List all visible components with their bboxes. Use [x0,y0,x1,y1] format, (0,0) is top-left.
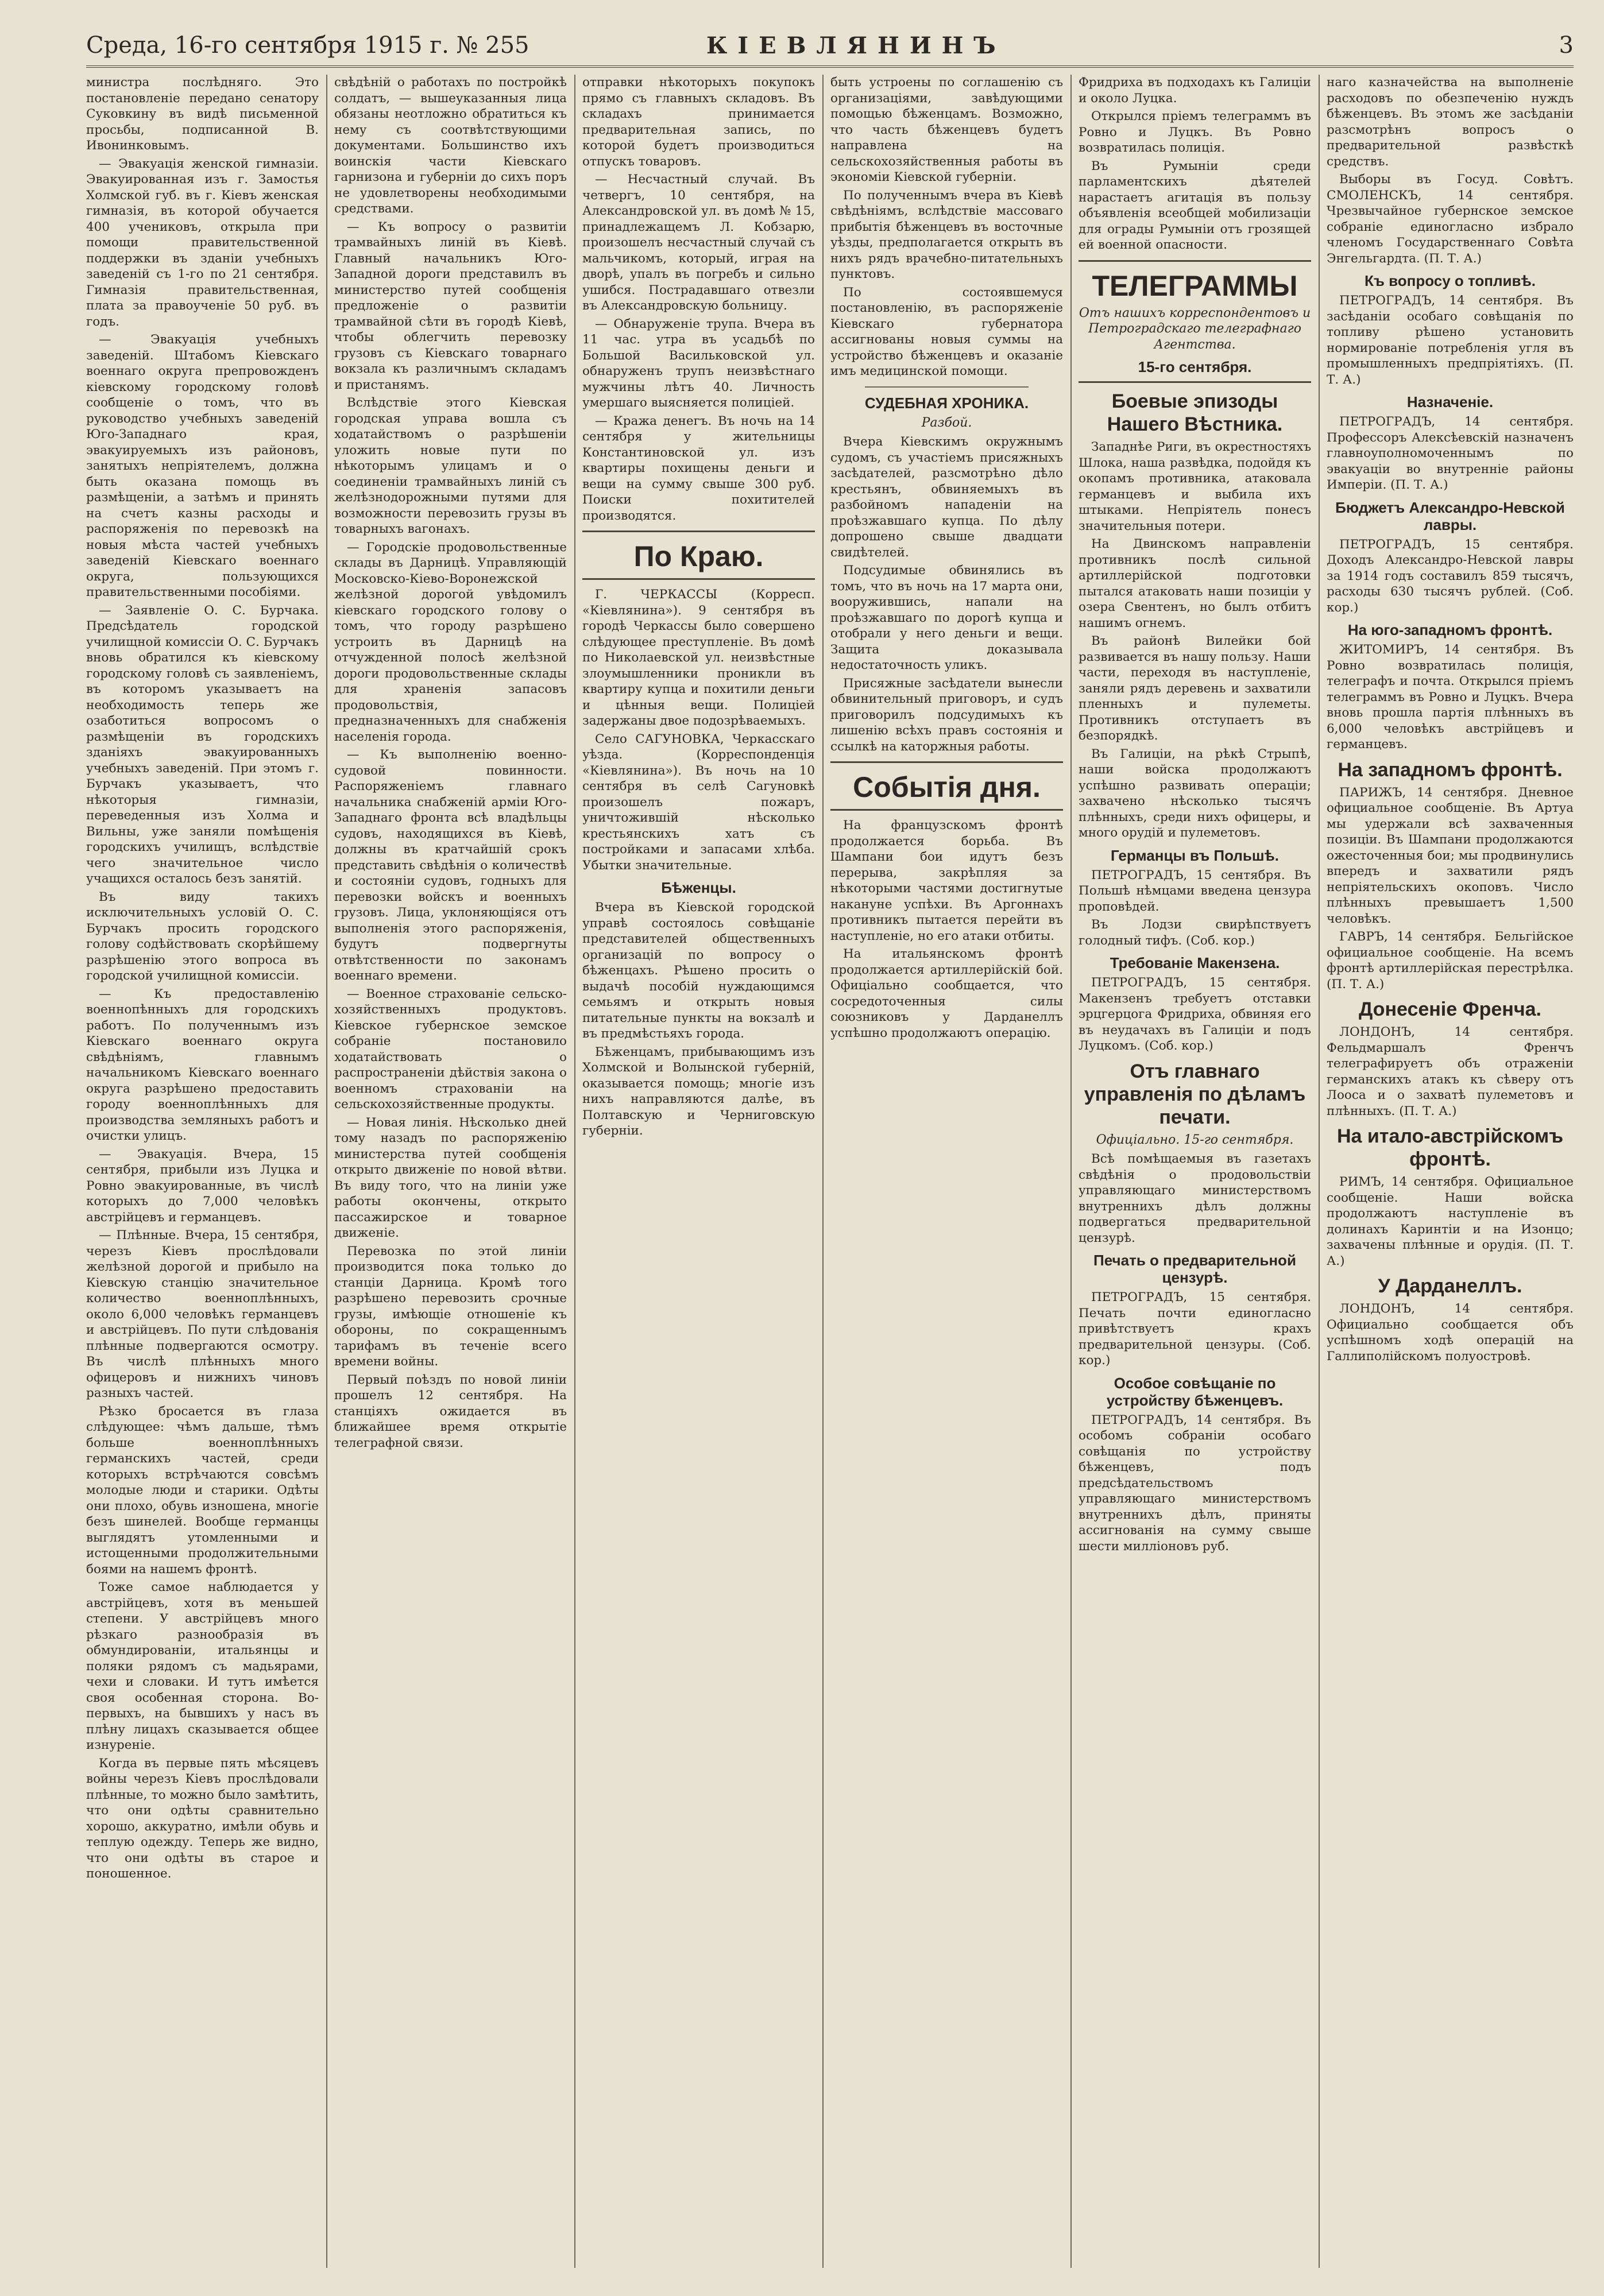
article-text: Выборы въ Госуд. Совѣтъ. СМОЛЕНСКЪ, 14 сентября. Чрезвычайное губернское земское собраніе единогласно избрало членомъ Государственнаго Совѣта Энгельгардта. (П. Т. А.) [1327,172,1574,266]
article-text: Бѣженцамъ, прибывающимъ изъ Холмской и Волынской губерній, оказывается помощь; многіе изъ нихъ направляются далѣе, въ Полтавскую и Черниговскую губерніи. [582,1044,815,1138]
article-text: Вслѣдствіе этого Кіевская городская управа вошла съ ходатайствомъ о разрѣшеніи уложить новые пути по нѣкоторымъ улицамъ и о соединеніи трамвайныхъ линій съ желѣзнодорожными путями для возможности перевозить грузы въ товарныхъ вагонахъ. [334,396,567,536]
section-title: На итало-австрійскомъ фронтѣ. [1337,1125,1563,1170]
column-4 [830,75,1063,2268]
article-text: — Къ вопросу о развитіи трамвайныхъ линій въ Кіевѣ. Главный начальникъ Юго-Западной дороги представилъ въ министерство путей сообщенія предложеніе о развитіи трамвайной сѣти въ городѣ Кіевѣ, чтобы облегчить перевозку грузовъ съ Кіевскаго товарнаго вокзала къ различнымъ складамъ и пристанямъ. [334,219,567,392]
article-text: — Новая линія. Нѣсколько дней тому назадъ по распоряженію министерства путей сообщенія открыто движеніе по новой вѣтви. Въ виду того, что на линіи уже работы окончены, открыто пассажирское и товарное движеніе. [334,1115,567,1240]
article-text: — Обнаруженіе трупа. Вчера въ 11 час. утра въ усадьбѣ по Большой Васильковской ул. обнаруженъ трупъ неизвѣстнаго мужчины лѣтъ 40. Личность умершаго выясняется полиціей. [582,316,815,410]
article-text: Въ виду такихъ исключительныхъ условій О. С. Бурчакъ просить городского голову содѣйствовать скорѣйшему разрѣшенію этого вопроса въ городской училищной комиссіи. [86,889,319,983]
article-text: ПЕТРОГРАДЪ, 14 сентября. Профессоръ Алексѣевскій назначенъ главноуполномоченнымъ по эвакуаціи во внутренніе районы Имперіи. (П. Т. А.) [1327,415,1574,492]
article-text: ПЕТРОГРАДЪ, 15 сентября. Макензенъ требуетъ отставки эрцгерцога Фридриха, обвиняя его въ неудачахъ въ Галиціи и подъ Луцкомъ. (Соб. кор.) [1079,975,1311,1053]
column-5 [1079,75,1311,2268]
masthead [86,30,1574,68]
section-subtitle: Отъ нашихъ корреспондентовъ и Петроградскаго телеграфнаго Агентства. [1079,305,1311,352]
article-text: отправки нѣкоторыхъ покупокъ прямо съ главныхъ складовъ. Въ складахъ принимается предварительная запись, по которой будетъ производиться отпускъ товаровъ. [582,75,815,169]
article-text: свѣдѣній о работахъ по постройкѣ солдатъ, — вышеуказанныя лица обязаны неотложно обратиться къ нему съ соотвѣтствующими документами. Большинство ихъ воинскія части Кіевскаго гарнизона и губерніи до сихъ поръ не удовлетворены необходимыми средствами. [334,75,567,216]
article-text: — Военное страхованіе сельско-хозяйственныхъ продуктовъ. Кіевское губернское земское собраніе постановило ходатайствовать о распространеніи дѣйствія закона о военномъ страхованіи на сельскохозяйственные продукты. [334,986,567,1112]
column-divider [1070,75,1072,2268]
article-text: ПЕТРОГРАДЪ, 15 сентября. Печать почти единогласно привѣтствуетъ крахъ предварительной цензуры. (Соб. кор.) [1079,1290,1311,1368]
section-title: Требованіе Макензена. [1110,954,1280,971]
article-text: ПЕТРОГРАДЪ, 14 сентября. Въ засѣданіи особаго совѣщанія по топливу рѣшено установить нормированіе потребленія угля въ промышленныхъ предпріятіяхъ. (П. Т. А.) [1327,293,1574,387]
section-date: 15-го сентября. [1138,358,1252,375]
issue-date: Среда, 16-го сентября 1915 г. № 255 [86,32,529,59]
section-title: Къ вопросу о топливѣ. [1365,272,1536,289]
article-text: На итальянскомъ фронтѣ продолжается артиллерійскій бой. Офиціально сообщается, что сосредоточенныя силы союзниковъ у Дарданеллъ успѣшно продолжаютъ операцію. [830,947,1063,1040]
article-text: Вчера въ Кіевской городской управѣ состоялось совѣщаніе представителей общественныхъ организацій по вопросу о бѣженцахъ. Рѣшено просить о выдачѣ пособій нуждающимся семьямъ и открыть новыя питательные пункты на вокзалѣ и въ предмѣстьяхъ города. [582,900,815,1041]
article-text: Тоже самое наблюдается у австрійцевъ, хотя въ меньшей степени. У австрійцевъ много рѣзкаго разнообразія въ обмундированіи, итальянцы и поляки рядомъ съ мадьярами, чехи и словаки. И тутъ имѣется своя особенная сторона. Во-первыхъ, на бывшихъ у насъ въ плѣну лицахъ сказывается общее изнуреніе. [86,1580,319,1752]
article-text: ГАВРЪ, 14 сентября. Бельгійское официальное сообщеніе. На всемъ фронтѣ артиллерійская перестрѣлка. (П. Т. А.) [1327,930,1574,992]
columns [86,75,1574,2268]
article-text: — Эвакуація. Вчера, 15 сентября, прибыли изъ Луцка и Ровно эвакуированные, въ числѣ которыхъ до 7,000 человѣкъ австрійцевъ и германцевъ. [86,1147,319,1225]
article-text: — Къ предоставленію военнопѣнныхъ для городскихъ работъ. По полученнымъ изъ Кіевскаго военнаго округа свѣдѣніямъ, главнымъ начальникомъ Кіевскаго военнаго округа разрѣшено предоставить городу военноплѣнныхъ для производства земляныхъ работъ и очистки улицъ. [86,986,319,1143]
section-title: Бюджетъ Александро-Невской лавры. [1335,498,1565,533]
section-subtitle: Офиціально. 15-го сентября. [1096,1132,1294,1147]
column-3 [582,75,815,2268]
column-divider [326,75,327,2268]
article-text: ПАРИЖЪ, 14 сентября. Дневное официальное сообщеніе. Въ Артуа мы удержали всѣ захваченныя позиціи. Въ Шампани продолжаются ожесточенныя бои; мы продвинулись впередъ и захватили рядъ непріятельскихъ окоповъ. Число плѣнныхъ превышаетъ 1,500 человѣкъ. [1327,785,1574,926]
article-text: — Плѣнные. Вчера, 15 сентября, черезъ Кіевъ прослѣдовали желѣзной дорогой и прибыло на Кіевскую станцію значительное количество военноплѣнныхъ, около 6,000 человѣкъ германцевъ и австрійцевъ. По пути слѣдованія плѣнные подвергаются осмотру. Въ числѣ плѣнныхъ много офицеровъ и нижнихъ чиновъ разныхъ частей. [86,1228,319,1400]
article-text: По состоявшемуся постановленію, въ распоряженіе Кіевскаго губернатора ассигнованы новыя суммы на устройство бѣженцевъ и оказаніе имъ медицинской помощи. [830,285,1063,378]
article-text: ПЕТРОГРАДЪ, 15 сентября. Въ Польшѣ нѣмцами введена цензура проповѣдей. [1079,868,1311,914]
page-number: 3 [1559,32,1574,59]
article-text: Западнѣе Риги, въ окрестностяхъ Шлока, наша развѣдка, подойдя къ окопамъ противника, атаковала германцевъ и выбила ихъ штыками. Непріятель понесъ значительныя потери. [1079,440,1311,533]
section-title: Печать о предварительной цензурѣ. [1093,1252,1296,1286]
column-divider [822,75,824,2268]
column-divider [574,75,575,2268]
section-header-box [1079,260,1311,384]
article-text: Вчера Кіевскимъ окружнымъ судомъ, съ участіемъ присяжныхъ засѣдателей, разсмотрѣно дѣло крестьянъ, обвиняемыхъ въ разбойномъ нападеніи на проѣзжавшаго купца. По дѣлу допрошено свыше двадцати свидѣтелей. [830,435,1063,560]
article-text: Присяжные засѣдатели вынесли обвинительный приговоръ, и судъ приговорилъ подсудимыхъ къ лишенію всѣхъ правъ состоянія и ссылкѣ на каторжныя работы. [830,676,1063,754]
article-text: Перевозка по этой линіи производится пока только до станціи Дарница. Кромѣ того разрѣшено перевозить срочные грузы, имѣющіе отношеніе къ обороны, по сокращеннымъ тарифамъ въ теченіе всего времени войны. [334,1244,567,1369]
article-text: На Двинскомъ направленіи противникъ послѣ сильной артиллерійской подготовки пытался атаковать наши позиціи у озера Свентенъ, но былъ отбитъ нашимъ огнемъ. [1079,537,1311,630]
article-text: Село САГУНОВКА, Черкасскаго уѣзда. (Корреспонденція «Кіевлянина»). Въ ночь на 10 сентября въ селѣ Сагуновкѣ произошелъ пожаръ, уничтожившій нѣсколько крестьянскихъ хатъ съ постройками и запасами хлѣба. Убытки значительные. [582,731,815,873]
article-text: Подсудимые обвинялись въ томъ, что въ ночь на 17 марта они, вооружившись, напали на проѣзжавшаго по дорогѣ купца и отобрали у него деньги и вещи. Защита доказывала недостаточность уликъ. [830,563,1063,672]
section-title: Назначеніе. [1406,393,1494,411]
article-text: ПЕТРОГРАДЪ, 15 сентября. Доходъ Александро-Невской лавры за 1914 годъ составилъ 859 тысячъ, расходы 630 тысячъ рублей. (Соб. кор.) [1327,537,1574,615]
article-text: — Несчастный случай. Въ четвергъ, 10 сентября, на Александровской ул. въ домѣ № 15, принадлежащемъ Л. Кобзарю, произошелъ несчастный случай съ мальчикомъ, который, играя на дворѣ, упалъ въ погребъ и сильно ушибся. Пострадавшаго отвезли въ Александровскую больницу. [582,172,815,313]
section-title: Событія дня. [853,771,1041,803]
article-text: быть устроены по соглашенію съ организаціями, завѣдующими помощью бѣженцамъ. Возможно, что часть бѣженцевъ будетъ направлена на сельскохозяйственныя работы въ экономіи Кіевской губерніи. [830,75,1063,184]
section-header-box [582,531,815,580]
article-text: РИМЪ, 14 сентября. Официальное сообщеніе. Наши войска продолжаютъ наступленіе въ долинахъ Каринтіи и на Изонцо; захвачены плѣнные и орудія. (П. Т. А.) [1327,1175,1574,1268]
article-text: наго казначейства на выполненіе расходовъ по обезпеченію нуждъ бѣженцевъ. Въ этомъ же засѣданіи разсмотрѣнъ вопросъ о предварительной развѣсткѣ средствъ. [1327,75,1574,169]
article-text: Первый поѣздъ по новой линіи прошелъ 12 сентября. На станціяхъ ожидается въ ближайшее время открытіе телеграфной связи. [334,1372,567,1450]
article-text: — Городскіе продовольственные склады въ Дарницѣ. Управляющій Московско-Кіево-Воронежской желѣзной дорогой увѣдомилъ кіевскаго городского голову о томъ, что городу разрѣшено устроить въ Дарницѣ на отчужденной полосѣ желѣзной дороги продовольственные склады для храненія запасовъ продовольствія, предназначенныхъ для снабженія населенія города. [334,540,567,744]
section-title: На западномъ фронтѣ. [1338,758,1563,781]
article-text: — Эвакуація женской гимназіи. Эвакуированная изъ г. Замостья Холмской губ. въ г. Кіевъ женская гимназія, въ которой обучается 400 учениковъ, открыла при помощи правительственной поддержки въ зданіи учебныхъ заведеній съ 1-го по 21 сентября. Гимназія правительственная, плата за правоученіе 50 руб. въ годъ. [86,156,319,329]
article-text: ЛОНДОНЪ, 14 сентября. Официально сообщается объ успѣшномъ ходѣ операцій на Галлиполійскомъ полуостровѣ. [1327,1302,1574,1364]
section-title: На юго-западномъ фронтѣ. [1347,621,1553,638]
article-text: Открылся пріемъ телеграммъ въ Ровно и Луцкъ. Въ Ровно возвратилась полиція. [1079,109,1311,155]
section-title: Особое совѣщаніе по устройству бѣженцевъ. [1106,1374,1284,1409]
section-title: По Краю. [633,540,764,572]
article-text: Фридриха въ подходахъ къ Галиціи и около Луцка. [1079,75,1311,106]
section-title: У Дарданеллъ. [1378,1275,1522,1297]
article-text: Въ районѣ Вилейки бой развивается въ нашу пользу. Наши части, переходя въ наступленіе, заняли рядъ деревень и захватили пленныхъ и пулеметы. Противникъ отступаетъ въ безпорядкѣ. [1079,634,1311,743]
article-text: Рѣзко бросается въ глаза слѣдующее: чѣмъ дальше, тѣмъ больше военноплѣнныхъ германскихъ частей, среди которыхъ встрѣчаются совсѣмъ молодые люди и старики. Одѣты они плохо, обувь изношена, многіе безъ шинелей. Вообще германцы выглядятъ утомленными и истощенными продолжительными боями на нашемъ фронтѣ. [86,1404,319,1577]
article-text: — Эвакуація учебныхъ заведеній. Штабомъ Кіевскаго военнаго округа препровожденъ кіевскому городскому головѣ сообщеніе о томъ, что въ руководство учебныхъ заведеній Юго-Западнаго края, эвакуируемыхъ изъ районовъ, занятыхъ непріятелемъ, должна быть оказана помощь въ размѣщеніи, а затѣмъ и принять на счетъ казны расходы и распоряженія по перевозкѣ на новыя мѣста частей учебныхъ заведеній Кіевскаго военнаго округа, пользующихся правительственными пособіями. [86,332,319,599]
column-1 [86,75,319,2268]
article-text: По полученнымъ вчера въ Кіевѣ свѣдѣніямъ, вслѣдствіе массоваго прибытія бѣженцевъ въ восточные уѣзды, предполагается открыть въ нихъ рядъ врачебно-питательныхъ пунктовъ. [830,188,1063,281]
column-2 [334,75,567,2268]
section-title: ТЕЛЕГРАММЫ [1092,269,1298,302]
article-text: Въ Лодзи свирѣпствуетъ голодный тифъ. (Соб. кор.) [1079,917,1311,948]
article-text: Г. ЧЕРКАССЫ (Корресп. «Кіевлянина»). 9 сентября въ городѣ Черкассы было совершено слѣдующее преступленіе. Въ домѣ по Николаевской ул. неизвѣстные злоумышленники проникли въ квартиру купца и похитили деньги и цѣнныя вещи. Полиціей задержаны двое подозрѣваемыхъ. [582,587,815,728]
section-subtitle: Разбой. [921,415,972,430]
article-text: ПЕТРОГРАДЪ, 14 сентября. Въ особомъ собраніи особаго совѣщанія по устройству бѣженцевъ, подъ предсѣдательствомъ управляющаго министерствомъ внутреннихъ дѣлъ, приняты ассигнованія на сумму свыше шести милліоновъ руб. [1079,1412,1311,1554]
section-title: Отъ главнаго управленія по дѣламъ печати. [1084,1060,1306,1128]
column-divider [1319,75,1320,2268]
article-text: — Къ выполненію военно-судовой повинности. Распоряженіемъ главнаго начальника снабженій арміи Юго-Западнаго фронта всѣ владѣльцы судовъ, находящихся въ Кіевѣ, должны въ кратчайшій срокъ представить свѣдѣнія о количествѣ и состояніи судовъ, годныхъ для перевозки войскъ и военныхъ грузовъ. Лица, уклоняющіяся отъ выполненія этого распоряженія, будутъ подвергнуты отвѣтственности по законамъ военнаго времени. [334,748,567,983]
article-text: Въ Румыніи среди парламентскихъ дѣятелей нарастаетъ агитація въ пользу объявленія всеобщей мобилизаціи для ограды Румыніи отъ грозящей ей военной опасности. [1079,158,1311,252]
section-title: Донесеніе Френча. [1359,998,1541,1020]
article-text: Когда въ первые пять мѣсяцевъ войны черезъ Кіевъ прослѣдовали плѣнные, то можно было замѣтить, что они одѣты сравнительно хорошо, аккуратно, имѣли обувь и теплую одежду. Теперь же видно, что они одѣты въ старое и поношенное. [86,1756,319,1881]
article-text: Въ Галиціи, на рѣкѣ Стрыпѣ, наши войска продолжаютъ успѣшно развивать операціи; захвачено нѣсколько тысячъ плѣнныхъ, среди нихъ офицеры, и много орудій и пулеметовъ. [1079,746,1311,840]
article-text: — Кража денегъ. Въ ночь на 14 сентября у жительницы Константиновской ул. изъ квартиры похищены деньги и вещи на сумму свыше 300 руб. Поиски похитителей производятся. [582,413,815,523]
article-text: министра послѣдняго. Это постановленіе передано сенатору Суковкину въ видѣ письменной просьбы, подписанной В. Ивонинковымъ. [86,75,319,153]
section-title: Германцы въ Польшѣ. [1111,846,1279,864]
article-text: Всѣ помѣщаемыя въ газетахъ свѣдѣнія о продовольствіи управляющаго министерствомъ внутреннихъ дѣлъ должны подвергаться предварительной цензурѣ. [1079,1152,1311,1245]
section-title: СУДЕБНАЯ ХРОНИКА. [864,394,1029,412]
section-title: Бѣженцы. [661,879,736,896]
article-text: ЛОНДОНЪ, 14 сентября. Фельдмаршалъ Френчъ телеграфируетъ объ отраженіи германскихъ атакъ къ сѣверу отъ Лооса и о захватѣ пулеметовъ и плѣнныхъ. (П. Т. А.) [1327,1025,1574,1118]
article-text: — Заявленіе О. С. Бурчака. Предсѣдатель городской училищной комиссіи О. С. Бурчакъ вновь обратился къ кіевскому городскому головѣ съ заявленіемъ, въ которомъ указываетъ на необходимость теперь же озаботиться вопросомъ о размѣщеніи въ городскихъ зданіяхъ эвакуированныхъ учебныхъ заведеній. При этомъ г. Бурчакъ указываетъ, что нѣкоторыя гимназіи, переведенныя изъ Холма и Вильны, уже заняли помѣщенія городскихъ училищъ, вслѣдствіе чего значительное число учащихся осталось безъ занятій. [86,603,319,886]
article-text: ЖИТОМИРЪ, 14 сентября. Въ Ровно возвратилась полиція, телеграфъ и почта. Открылся пріемъ телеграммъ въ Ровно и Луцкъ. Вчера вновь прошла партія плѣнныхъ въ 6,000 человѣкъ австрійцевъ и германцевъ. [1327,642,1574,752]
divider [865,386,1029,388]
section-header-box [830,761,1063,811]
article-text: На французскомъ фронтѣ продолжается борьба. Въ Шампани бои идутъ безъ перерыва, закрѣпляя за нѣкоторыми частями достигнутые накануне успѣхи. Въ Аргоннахъ противникъ пытается перейти въ наступленіе, но его атаки отбиты. [830,818,1063,943]
column-6 [1327,75,1574,2268]
newspaper-title: КІЕВЛЯНИНЪ [706,32,1006,59]
section-title: Боевые эпизоды Нашего Вѣстника. [1107,390,1283,435]
